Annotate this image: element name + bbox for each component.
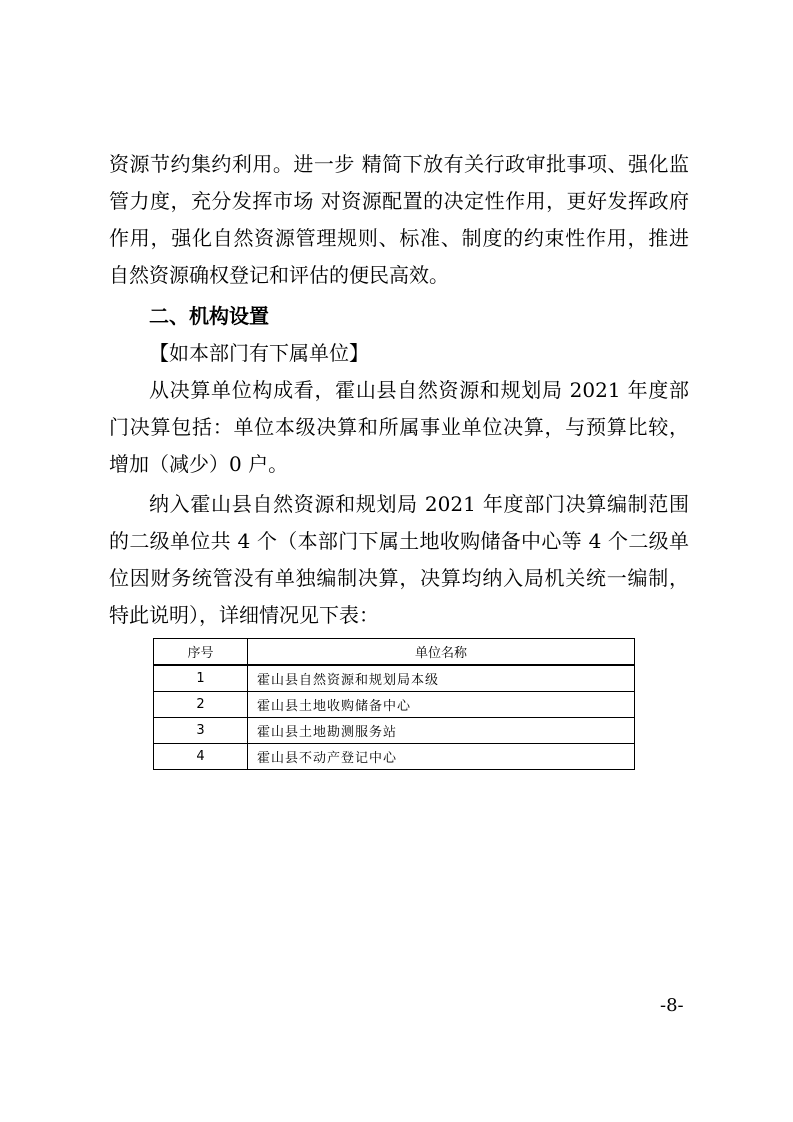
paragraph-line: 位因财务统管没有单独编制决算，决算均纳入局机关统一编制， [109,566,689,590]
table-header-row [154,639,635,666]
row-index: 4 [154,744,248,770]
paragraph-line: 作用，强化自然资源管理规则、标准、制度的约束性作用，推进 [109,226,689,250]
table-row [154,692,635,718]
row-unit-name: 霍山县自然资源和规划局本级 [248,665,635,692]
paragraph-line: 特此说明），详细情况见下表： [109,603,379,627]
row-index: 2 [154,692,248,718]
row-index: 3 [154,718,248,744]
column-header-unit-name: 单位名称 [248,639,635,666]
bracket-note: 【如本部门有下属单位】 [149,341,369,365]
column-header-index: 序号 [154,639,248,666]
page-number: -8- [660,995,684,1016]
table-row [154,718,635,744]
row-unit-name: 霍山县不动产登记中心 [248,744,635,770]
paragraph-line: 增加（减少）0 户。 [109,452,289,476]
row-unit-name: 霍山县土地勘测服务站 [248,718,635,744]
units-table [153,638,635,770]
table-row [154,665,635,692]
table-row [154,744,635,770]
paragraph-line: 从决算单位构成看，霍山县自然资源和规划局 2021 年度部 [149,378,689,402]
paragraph-line: 自然资源确权登记和评估的便民高效。 [109,263,449,287]
section-heading: 二、机构设置 [149,304,269,328]
row-unit-name: 霍山县土地收购储备中心 [248,692,635,718]
paragraph-line: 资源节约集约利用。进一步 精简下放有关行政审批事项、强化监 [109,152,689,176]
paragraph-line: 管力度，充分发挥市场 对资源配置的决定性作用，更好发挥政府 [109,189,689,213]
row-index: 1 [154,665,248,692]
paragraph-line: 门决算包括：单位本级决算和所属事业单位决算，与预算比较， [109,415,689,439]
paragraph-line: 的二级单位共 4 个（本部门下属土地收购储备中心等 4 个二级单 [109,529,689,553]
paragraph-line: 纳入霍山县自然资源和规划局 2021 年度部门决算编制范围 [149,492,689,516]
